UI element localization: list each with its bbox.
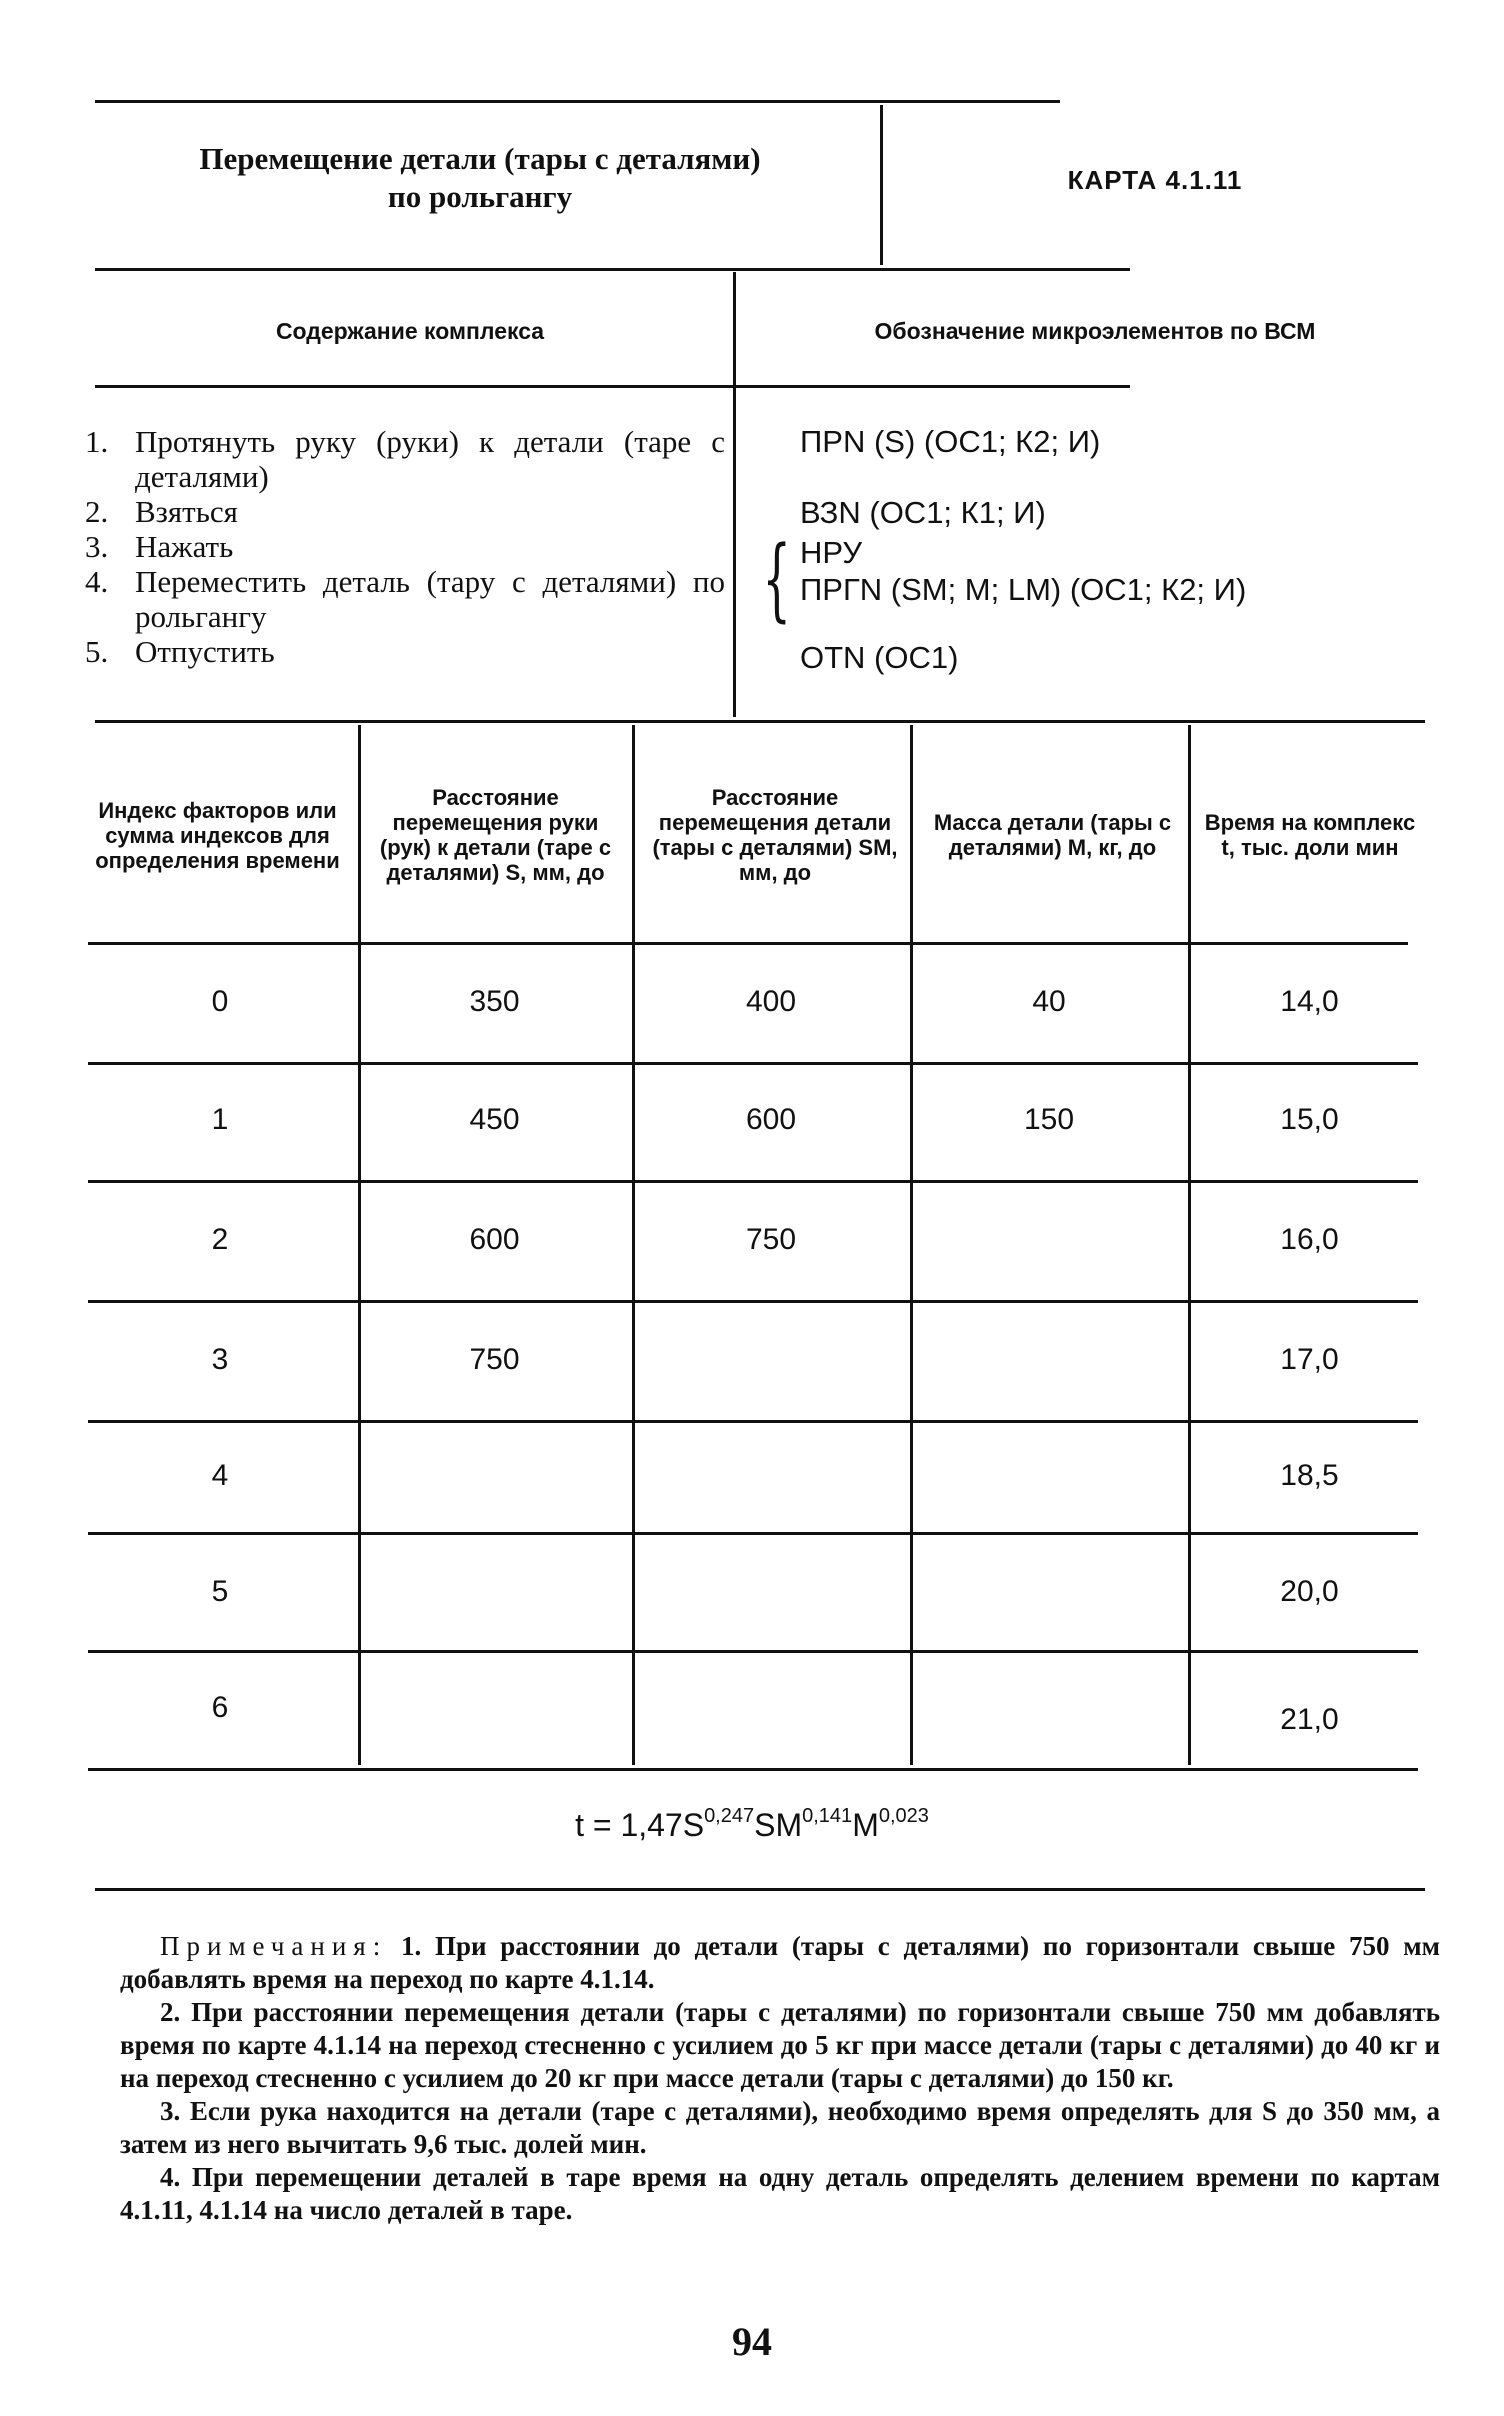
table-cell: 150 xyxy=(1023,1103,1075,1136)
card-title-line1: Перемещение детали (тары с деталями) xyxy=(199,141,761,176)
card-number: КАРТА 4.1.11 xyxy=(1067,165,1243,195)
time-formula: $t = 1,47S^{0,247}SM^{0,141}M^{0,023}$ xyxy=(575,1805,929,1843)
table-vline-4 xyxy=(1188,725,1191,1765)
table-cell: 18,5 xyxy=(1280,1459,1339,1492)
table-cell: 600 xyxy=(745,1103,797,1136)
code-3: НРУ xyxy=(800,535,863,570)
brace-icon: { xyxy=(762,527,791,632)
table-cell: 16,0 xyxy=(1280,1223,1339,1256)
formula-bottom-rule xyxy=(95,1888,1425,1891)
row-rule xyxy=(88,1062,1418,1065)
table-cell: 20,0 xyxy=(1280,1575,1339,1608)
table-vline-3 xyxy=(910,725,913,1765)
row-rule xyxy=(88,1300,1418,1303)
table-cell: 21,0 xyxy=(1280,1703,1339,1736)
note-2: 2. При расстоянии перемещения детали (тары с деталями) по горизонтали свыше 750 мм добавлять время по карте 4.1.14 на переход стесненно с усилием до 5 кг при массе детали (тары с деталями) до 40 кг и на переход стесненно с усилием до 20 кг при массе детали (тары с деталями) до 150 кг. xyxy=(120,1997,1440,2093)
note-1: Примечания: 1. При расстоянии до детали (тары с деталями) по горизонтали свыше 750 мм добавлять время на переход по карте 4.1.14. xyxy=(120,1931,1441,1994)
table-cell: 6 xyxy=(211,1691,229,1724)
table-cell: 17,0 xyxy=(1280,1343,1339,1376)
table-cell: 5 xyxy=(211,1575,229,1608)
table-cell: 400 xyxy=(745,985,797,1018)
table-cell: 750 xyxy=(469,1343,520,1376)
table-header-rule xyxy=(88,942,1408,945)
table-cell: 450 xyxy=(469,1103,520,1136)
table-cell: 0 xyxy=(211,985,229,1018)
table-vline-2 xyxy=(632,725,635,1765)
step-item: 1. Протянуть руку (руки) к детали (таре с деталями) xyxy=(85,424,725,494)
step-item: 4. Переместить деталь (тару с деталями) по рольгангу xyxy=(85,564,725,634)
row-rule xyxy=(88,1532,1418,1535)
content-column-head: Содержание комплекса xyxy=(275,318,545,344)
column-head-rule xyxy=(95,385,1130,388)
table-cell: 1 xyxy=(211,1103,229,1136)
content-divider xyxy=(733,272,736,717)
table-cell: 350 xyxy=(469,985,520,1018)
note-3: 3. Если рука находится на детали (таре с деталями), необходимо время определять для S до 350 мм, а затем из него вычитать 9,6 тыс. долей мин. xyxy=(120,2096,1440,2159)
notes-block xyxy=(120,1930,1440,2227)
header-divider xyxy=(880,105,883,265)
code-2: ВЗN (ОС1; К1; И) xyxy=(800,495,1046,530)
row-rule xyxy=(88,1650,1418,1653)
row-rule xyxy=(88,1420,1418,1423)
header-bottom-rule xyxy=(95,268,1130,271)
table-cell: 40 xyxy=(1032,985,1066,1018)
table-cell: 4 xyxy=(211,1459,229,1492)
table-cell: 2 xyxy=(211,1223,229,1256)
step-item: 3. Нажать xyxy=(85,529,234,564)
step-item: 2. Взяться xyxy=(85,494,238,529)
step-item: 5. Отпустить xyxy=(85,634,275,669)
table-cell: 15,0 xyxy=(1280,1103,1339,1136)
table-header-index: Индекс факторов или сумма индексов для определения времени xyxy=(95,797,340,873)
table-cell: 14,0 xyxy=(1280,985,1339,1018)
table-header-sm: Расстояние перемещения детали (тары с деталями) SM, мм, до xyxy=(652,785,898,885)
table-vline-1 xyxy=(358,725,361,1765)
notes-label: Примечания: xyxy=(160,1931,388,1961)
table-header-s: Расстояние перемещения руки (рук) к детали (таре с деталями) S, мм, до xyxy=(379,785,612,885)
table-header-time: Время на комплекс t, тыс. доли мин xyxy=(1204,810,1416,860)
row-rule xyxy=(88,1180,1418,1183)
table-cell: 600 xyxy=(469,1223,520,1256)
card-title xyxy=(90,140,870,216)
code-4: ПРГN (SM; M; LM) (ОС1; К2; И) xyxy=(800,572,1247,607)
table-cell: 3 xyxy=(211,1343,229,1376)
code-1: ПРN (S) (ОС1; К2; И) xyxy=(800,424,1101,459)
note-4: 4. При перемещении деталей в таре время на одну деталь определять делением времени по картам 4.1.11, 4.1.14 на число деталей в таре. xyxy=(120,2162,1440,2225)
table-header-mass: Масса детали (тары с деталями) M, кг, до xyxy=(933,810,1172,860)
table-bottom-rule xyxy=(88,1768,1418,1771)
table-cell: 750 xyxy=(745,1223,797,1256)
designation-column-head: Обозначение микроэлементов по ВСМ xyxy=(874,318,1316,344)
card-title-line2: по рольгангу xyxy=(387,179,573,214)
code-5: OTN (OC1) xyxy=(800,640,959,675)
top-rule xyxy=(95,100,1060,103)
steps-list xyxy=(85,424,725,669)
page-number: 94 xyxy=(732,2319,772,2364)
table-top-rule xyxy=(95,720,1425,723)
